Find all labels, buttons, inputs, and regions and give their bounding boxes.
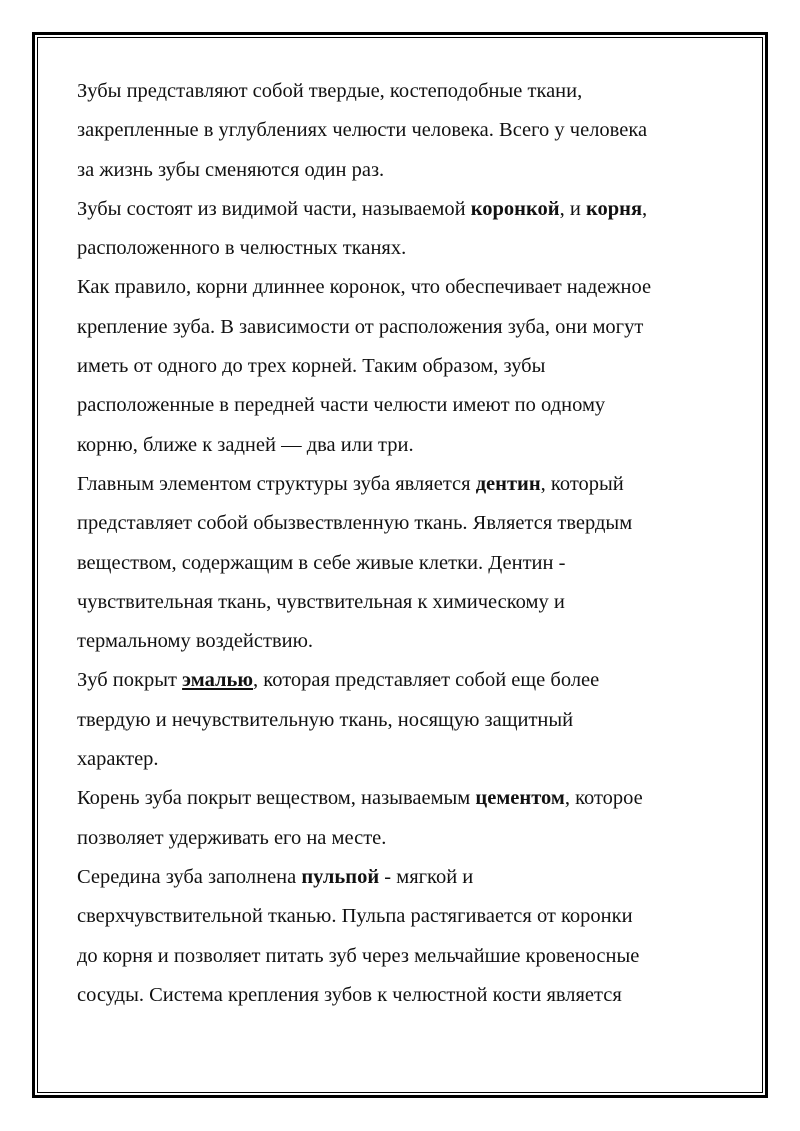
text-line: чувствительная ткань, чувствительная к химическому и: [77, 590, 565, 613]
text-run: ,: [642, 197, 648, 220]
text-run: Зубы состоят из видимой части, называемой: [77, 197, 471, 220]
paragraph-crown-root: [77, 190, 727, 269]
text-line: твердую и нечувствительную ткань, носящую защитный: [77, 708, 574, 731]
text-run: , который: [540, 472, 624, 495]
text-line: характер.: [77, 748, 159, 771]
paragraph-pulp: [77, 858, 727, 1015]
term-dentin: дентин: [475, 472, 541, 495]
text-line: до корня и позволяет питать зуб через мельчайшие кровеносные: [77, 944, 640, 967]
text-line: закрепленные в углублениях челюсти человека. Всего у человека: [77, 119, 648, 142]
term-cementum: цементом: [475, 787, 565, 810]
text-line: [77, 661, 727, 700]
text-line: термальному воздействию.: [77, 630, 314, 653]
text-line: сосуды. Система крепления зубов к челюстной кости является: [77, 983, 622, 1006]
text-line: позволяет удерживать его на месте.: [77, 826, 387, 849]
text-line: иметь от одного до трех корней. Таким образом, зубы: [77, 355, 546, 378]
text-line: [77, 465, 727, 504]
text-run: - мягкой и: [379, 865, 474, 888]
text-line: [77, 190, 727, 229]
text-line: расположенные в передней части челюсти имеют по одному: [77, 394, 606, 417]
term-root: корня: [585, 197, 643, 220]
text-line: Как правило, корни длиннее коронок, что обеспечивает надежное: [77, 276, 652, 299]
text-run: , которое: [564, 787, 643, 810]
text-line: корню, ближе к задней — два или три.: [77, 433, 414, 456]
text-run: , и: [559, 197, 586, 220]
paragraph-enamel: [77, 661, 727, 779]
term-pulp: пульпой: [301, 865, 380, 888]
text-line: [77, 779, 727, 818]
text-run: Зуб покрыт: [77, 669, 183, 692]
paragraph-roots: [77, 268, 727, 464]
paragraph-teeth-intro: [77, 72, 727, 190]
text-run: Середина зуба заполнена: [77, 865, 302, 888]
text-line: сверхчувствительной тканью. Пульпа растягивается от коронки: [77, 905, 633, 928]
text-line: представляет собой обызвествленную ткань. Является твердым: [77, 512, 633, 535]
term-enamel: эмалью: [182, 669, 254, 692]
document-body: [77, 72, 727, 1015]
text-line: Зубы представляют собой твердые, костеподобные ткани,: [77, 80, 583, 102]
text-line: крепление зуба. В зависимости от расположения зуба, они могут: [77, 315, 644, 338]
text-line: веществом, содержащим в себе живые клетки. Дентин -: [77, 551, 566, 574]
text-run: , которая представляет собой еще более: [253, 669, 600, 692]
text-run: Корень зуба покрыт веществом, называемым: [77, 787, 476, 810]
text-line: [77, 858, 727, 897]
paragraph-dentin: [77, 465, 727, 661]
term-crown: коронкой: [470, 197, 560, 220]
text-run: Главным элементом структуры зуба является: [77, 472, 476, 495]
text-line: расположенного в челюстных тканях.: [77, 237, 407, 260]
text-line: за жизнь зубы сменяются один раз.: [77, 158, 385, 181]
paragraph-cementum: [77, 779, 727, 858]
